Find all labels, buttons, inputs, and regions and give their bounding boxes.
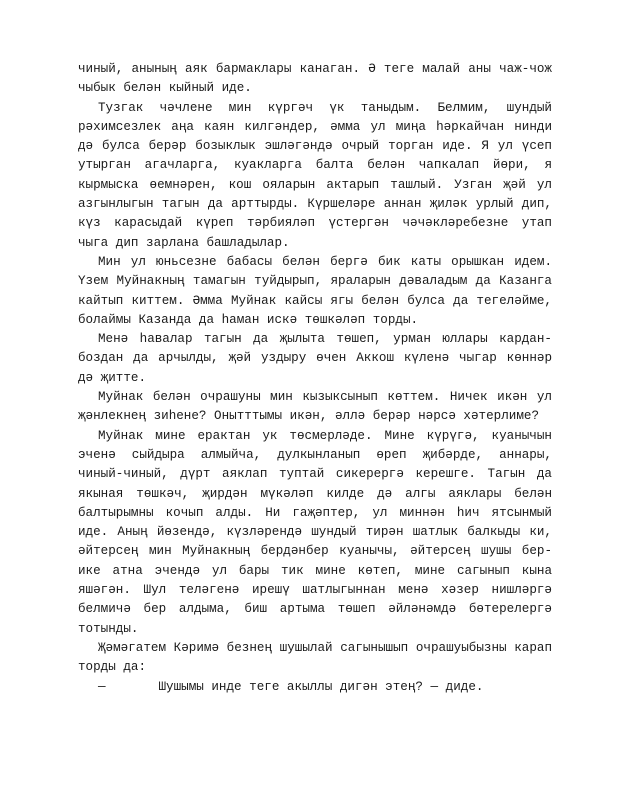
paragraph-continuation: чиный, анының аяк бармаклары канаган. Ә теге малай аны чаж-чож чыбык белән кыйный иде. bbox=[78, 62, 552, 96]
paragraph: Муйнак мине ерактан ук төсмерләде. Мине күрүгә, куанычын эченә сыйдыра алмыйча, дулкынланып өреп җибәрде, аннары, чиный-чиный, дүрт аяклап туптай сикерергә керешге. Тагын да якыная төшкәч, җирдән мүкәләп килде дә алгы аяклары белән балтырымны кочып алды. Ни гаҗәптер, ул миннән һич ятсынмый иде. Аның йөзендә, күзләрендә шундый тирән шатлык балкыды ки, әйтерсең мин Муйнакның бердәнбер куанычы, әйтерсең шушы бер-ике атна эчендә ул бары тик мине көтеп, мине сагынып кына яшәгән. Шул теләгенә ирешү шатлыгыннан менә хәзер нишләргә белмичә бер алдыма, биш артыма төшеп әйләнәмдә бөтерелергә тотынды. bbox=[78, 428, 552, 636]
document-page bbox=[78, 60, 552, 697]
dialogue-line: — Шушымы инде теге акыллы дигән этең? — диде. bbox=[98, 679, 484, 694]
paragraph: Муйнак белән очрашуны мин кызыксынып көттем. Ничек икән ул җәнлекнең зиһене? Онытттымы икән, әллә берәр нәрсә хәтерлиме? bbox=[78, 390, 552, 424]
paragraph: Тузгак чәчлене мин күргәч үк таныдым. Белмим, шундый рәхимсезлек аңа каян килгәндер, әмма ул миңа һәркайчан нинди дә булса берәр бозыклык эшләгәндә очрый торган иде. Я ул үсеп утырган агачларга, куакларга балта белән чапкалап йөри, я кырмыска өемнәрен, кош ояларын актарып ташлый. Узган җәй ул азгынлыгын тагын да арттырды. Күршеләре аннан җиләк урлый дип, күз карасыдай күреп тәрбияләп үстергән чәчәкләребезне утап чыга дип зарлана башладылар. bbox=[78, 100, 552, 250]
paragraph: Мин ул юньсезне бабасы белән бергә бик каты орышкан идем. Үзем Муйнакның тамагын туйдырып, яраларын дәваладым да Казанга кайтып киттем. Әмма Муйнак кайсы ягы белән булса да тегеләйме, болаймы Казанда да һаман искә төшкәләп торды. bbox=[78, 254, 552, 327]
paragraph: Җәмәгатем Кәримә безнең шушылай сагынышып очрашуыбызны карап торды да: bbox=[78, 640, 552, 675]
paragraph: Менә һавалар тагын да җылыта төшеп, урман юллары кардан-боздан да арчылды, җәй уздыру өчен Аккош күленә чыгар көннәр дә җитте. bbox=[78, 332, 552, 385]
